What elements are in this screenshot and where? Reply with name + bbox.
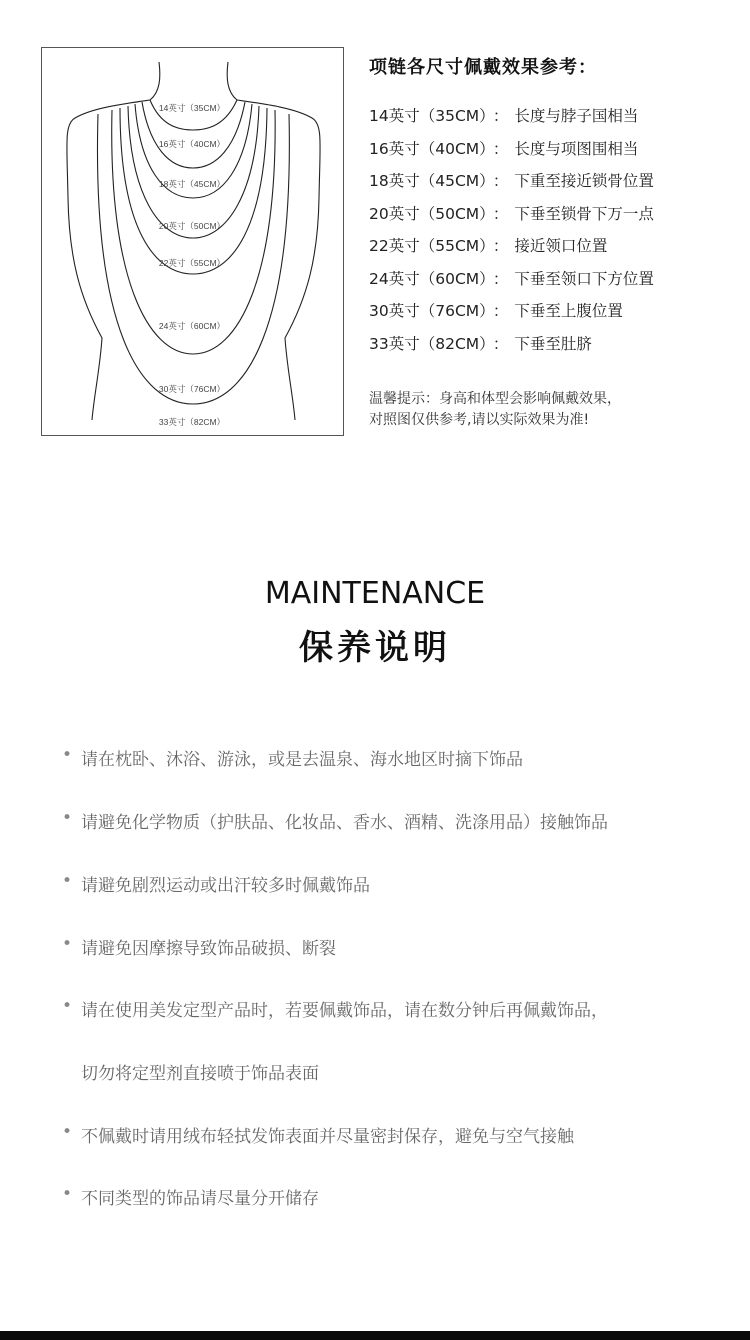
maintenance-title-en: MAINTENANCE xyxy=(264,576,486,611)
bullet-icon: • xyxy=(62,808,73,828)
neck-right-line xyxy=(227,62,237,100)
bullet-icon: • xyxy=(62,1122,73,1142)
bullet-icon: • xyxy=(62,745,73,765)
fit-tip-line: 对照图仅供参考,请以实际效果为准! xyxy=(369,412,590,428)
bullet-icon: • xyxy=(62,1184,73,1204)
necklace-length-diagram xyxy=(41,47,344,436)
fit-tip-line: 温馨提示：身高和体型会影响佩戴效果， xyxy=(369,391,621,407)
size-item: 18英寸（45CM） ： 下重至接近锁骨位置 xyxy=(369,172,654,190)
diagram-label-18: 18英寸（45CM） xyxy=(158,179,226,189)
size-item: 22英寸（55CM） ： 接近领口位置 xyxy=(369,237,608,255)
right-torso-line xyxy=(237,100,320,420)
left-torso-line xyxy=(67,100,150,420)
size-item: 33英寸（82CM） ： 下垂至肚脐 xyxy=(369,334,592,353)
bullet-icon: • xyxy=(62,996,73,1016)
diagram-label-24: 24英寸（60CM） xyxy=(158,321,226,331)
neck-left-line xyxy=(150,62,160,100)
size-reference-list xyxy=(369,105,654,365)
diagram-label-22: 22英寸（55CM） xyxy=(158,258,226,268)
size-item: 20英寸（50CM） ： 下垂至锁骨下万一点 xyxy=(369,204,654,223)
size-item: 24英寸（60CM） ： 下垂至领口下方位置 xyxy=(369,269,654,288)
bust-outline-illustration xyxy=(42,48,345,437)
maintenance-title-cn: 保养说明 xyxy=(299,628,451,668)
diagram-label-20: 20英寸（50CM） xyxy=(158,221,226,231)
bottom-divider-bar xyxy=(0,1331,750,1340)
diagram-label-16: 16英寸（40CM） xyxy=(158,139,226,149)
bullet-icon: • xyxy=(62,934,73,954)
diagram-label-30: 30英寸（76CM） xyxy=(158,384,226,394)
size-item: 30英寸（76CM） ： 下垂至上腹位置 xyxy=(369,302,623,320)
size-item: 16英寸（40CM） ： 长度与项图围相当 xyxy=(369,139,639,158)
diagram-label-33: 33英寸（82CM） xyxy=(158,417,226,427)
fit-tip xyxy=(369,389,621,431)
bullet-icon: • xyxy=(62,871,73,891)
diagram-label-14: 14英寸（35CM） xyxy=(158,103,226,113)
size-reference-title: 项链各尺寸佩戴效果参考： xyxy=(369,57,597,78)
size-item: 14英寸（35CM） ： 长度与脖子国相当 xyxy=(369,107,639,125)
